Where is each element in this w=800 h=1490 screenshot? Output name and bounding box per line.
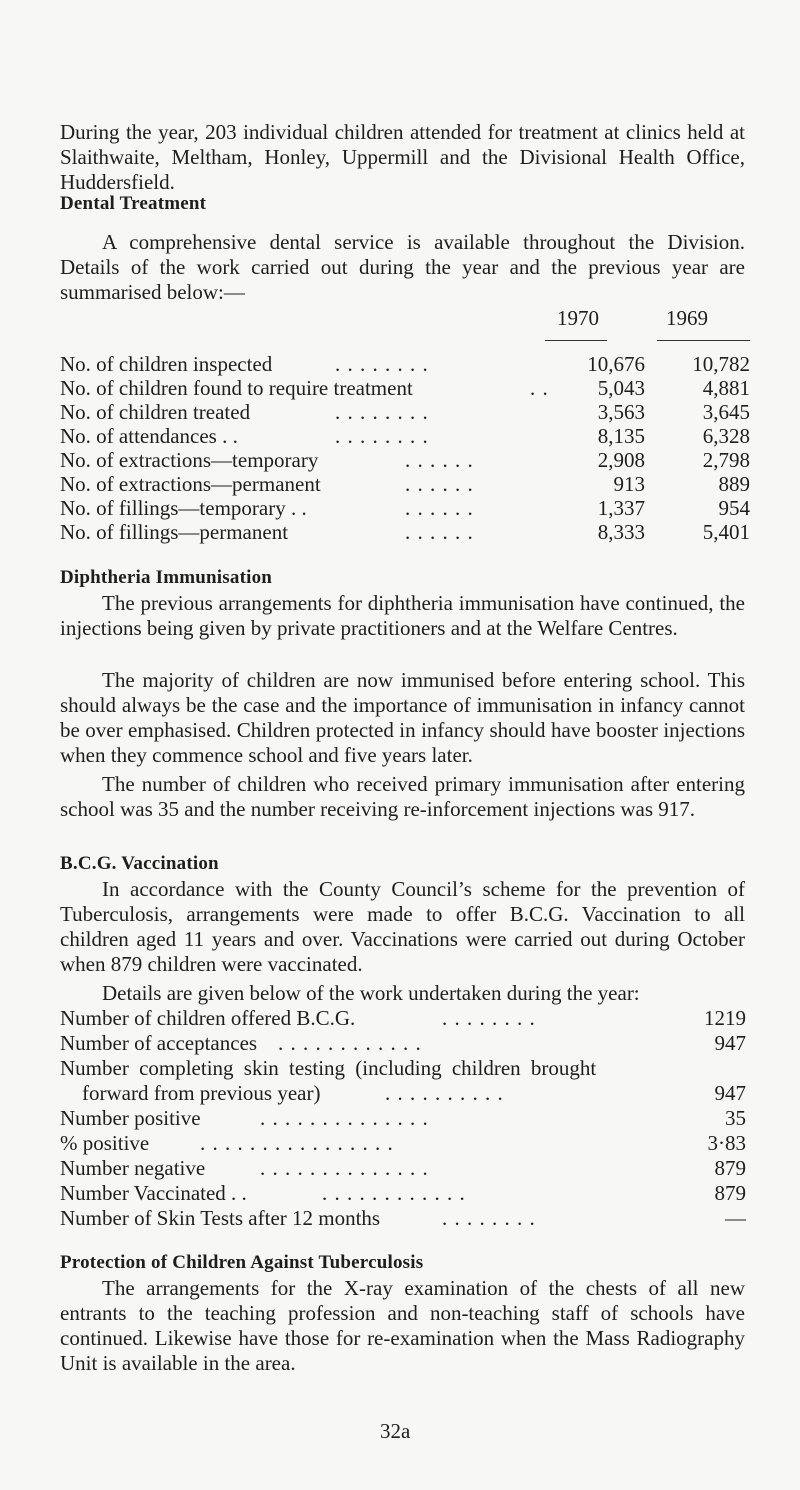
leader-dots: . . . . . . . . . . . . . . . . — [200, 1131, 394, 1155]
table-row — [60, 448, 750, 472]
dental-paragraph: A comprehensive dental service is available throughout the Division. Details of the work carried out during the year and the previous year are summarised below:— — [60, 230, 745, 304]
leader-dots: . . . . . . . . — [335, 424, 429, 448]
intro-paragraph: During the year, 203 individual children attended for treatment at clinics held at Slaithwaite, Meltham, Honley, Uppermill and the Divisional Health Office, Huddersfield. — [60, 120, 745, 194]
leader-dots: . . . . . . . . — [442, 1206, 536, 1230]
value-1969: 4,881 — [702, 376, 750, 400]
bcg-paragraph-1: In accordance with the County Council’s scheme for the prevention of Tuberculosis, arrangements were made to offer B.C.G. Vaccination to all children aged 11 years and over. Vaccinations were carried out during October when 879 children were vaccinated. — [60, 877, 745, 976]
table-row — [60, 496, 750, 520]
bcg-heading: B.C.G. Vaccination — [60, 853, 219, 874]
row-label: No. of extractions—permanent — [60, 472, 321, 496]
value-1969: 954 — [718, 496, 750, 520]
row-label: Number negative — [60, 1156, 206, 1180]
row-label: Number positive — [60, 1106, 201, 1130]
tb-paragraph: The arrangements for the X-ray examination of the chests of all new entrants to the teaching profession and non-teaching staff of schools have continued. Likewise have those for re-examination when the Mass Radiography Unit is available in the area. — [60, 1276, 745, 1375]
leader-dots: . . . . . . . . . . — [385, 1081, 504, 1105]
table-row — [60, 376, 750, 400]
row-value: 1219 — [704, 1006, 746, 1030]
tb-heading: Protection of Children Against Tuberculosis — [60, 1252, 424, 1273]
value-1969: 2,798 — [702, 448, 750, 472]
diphtheria-paragraph-3: The number of children who received primary immunisation after entering school was 35 and the number receiving re-inforcement injections was 917. — [60, 772, 745, 821]
row-label: Number of children offered B.C.G. — [60, 1006, 356, 1030]
column-rule-1969 — [657, 340, 750, 341]
value-1969: 6,328 — [702, 424, 750, 448]
row-value: 947 — [714, 1081, 746, 1105]
row-label: % positive — [60, 1131, 150, 1155]
leader-dots: . . . . . . . . — [335, 400, 429, 424]
leader-dots: . . . . . . . . — [442, 1006, 536, 1030]
row-label: forward from previous year) — [82, 1081, 321, 1105]
row-label: No. of attendances . . — [60, 424, 238, 448]
value-1969: 5,401 — [702, 520, 750, 544]
value-1970: 10,676 — [587, 352, 645, 376]
page-number: 32a — [380, 1419, 411, 1443]
row-label: No. of children treated — [60, 400, 251, 424]
list-item — [60, 1206, 746, 1230]
diphtheria-paragraph-1: The previous arrangements for diphtheria immunisation have continued, the injections being given by private practitioners and at the Welfare Centres. — [60, 591, 745, 640]
list-item — [60, 1031, 746, 1055]
table-row — [60, 424, 750, 448]
row-label: No. of children inspected — [60, 352, 273, 376]
dental-heading: Dental Treatment — [60, 193, 207, 214]
table-row — [60, 400, 750, 424]
table-row — [60, 352, 750, 376]
row-value: 947 — [714, 1031, 746, 1055]
year-1969-header: 1969 — [666, 306, 708, 330]
row-label: No. of extractions—temporary — [60, 448, 319, 472]
row-value: — — [725, 1206, 746, 1230]
list-item — [60, 1181, 746, 1205]
value-1969: 3,645 — [702, 400, 750, 424]
value-1969: 889 — [718, 472, 750, 496]
table-row — [60, 520, 750, 544]
row-label: Number completing skin testing (including children brought — [60, 1056, 597, 1080]
leader-dots: . . . . . . . . . . . . — [322, 1181, 466, 1205]
list-item — [60, 1156, 746, 1180]
diphtheria-heading: Diphtheria Immunisation — [60, 567, 273, 588]
row-label: Number Vaccinated . . — [60, 1181, 247, 1205]
column-rule-1970 — [545, 340, 607, 341]
leader-dots: . . . . . . — [405, 472, 474, 496]
row-value: 879 — [714, 1181, 746, 1205]
value-1970: 8,135 — [597, 424, 645, 448]
row-value: 879 — [714, 1156, 746, 1180]
list-item — [60, 1056, 746, 1080]
list-item — [60, 1131, 746, 1155]
row-label: No. of fillings—temporary . . — [60, 496, 307, 520]
year-1970-header: 1970 — [557, 306, 599, 330]
row-value: 3·83 — [707, 1131, 746, 1155]
value-1969: 10,782 — [692, 352, 750, 376]
leader-dots: . . . . . . . . . . . . — [278, 1031, 422, 1055]
bcg-paragraph-2: Details are given below of the work undertaken during the year: — [102, 981, 640, 1005]
leader-dots: . . . . . . — [405, 520, 474, 544]
diphtheria-paragraph-2: The majority of children are now immunised before entering school. This should always be the case and the importance of immunisation in infancy cannot be over emphasised. Children protected in infancy should have booster injections when they commence school and five years later. — [60, 668, 745, 767]
value-1970: 3,563 — [597, 400, 645, 424]
row-label: Number of acceptances — [60, 1031, 258, 1055]
leader-dots: . . . . . . — [405, 448, 474, 472]
table-row — [60, 472, 750, 496]
row-label: Number of Skin Tests after 12 months — [60, 1206, 381, 1230]
value-1970: 2,908 — [597, 448, 645, 472]
value-1970: 5,043 — [597, 376, 645, 400]
value-1970: 913 — [613, 472, 645, 496]
leader-dots: . . . . . . . . — [335, 352, 429, 376]
list-item — [60, 1106, 746, 1130]
list-item — [60, 1006, 746, 1030]
leader-dots: . . . . . . . . . . . . . . — [260, 1156, 429, 1180]
row-value: 35 — [725, 1106, 746, 1130]
row-label: No. of children found to require treatment — [60, 376, 413, 400]
row-label: No. of fillings—permanent — [60, 520, 289, 544]
leader-dots: . . . . . . — [405, 496, 474, 520]
value-1970: 1,337 — [597, 496, 645, 520]
list-item — [60, 1081, 746, 1105]
leader-dots: . . . . . . . . . . . . . . — [260, 1106, 429, 1130]
value-1970: 8,333 — [597, 520, 645, 544]
leader-dots: . . — [530, 376, 549, 400]
